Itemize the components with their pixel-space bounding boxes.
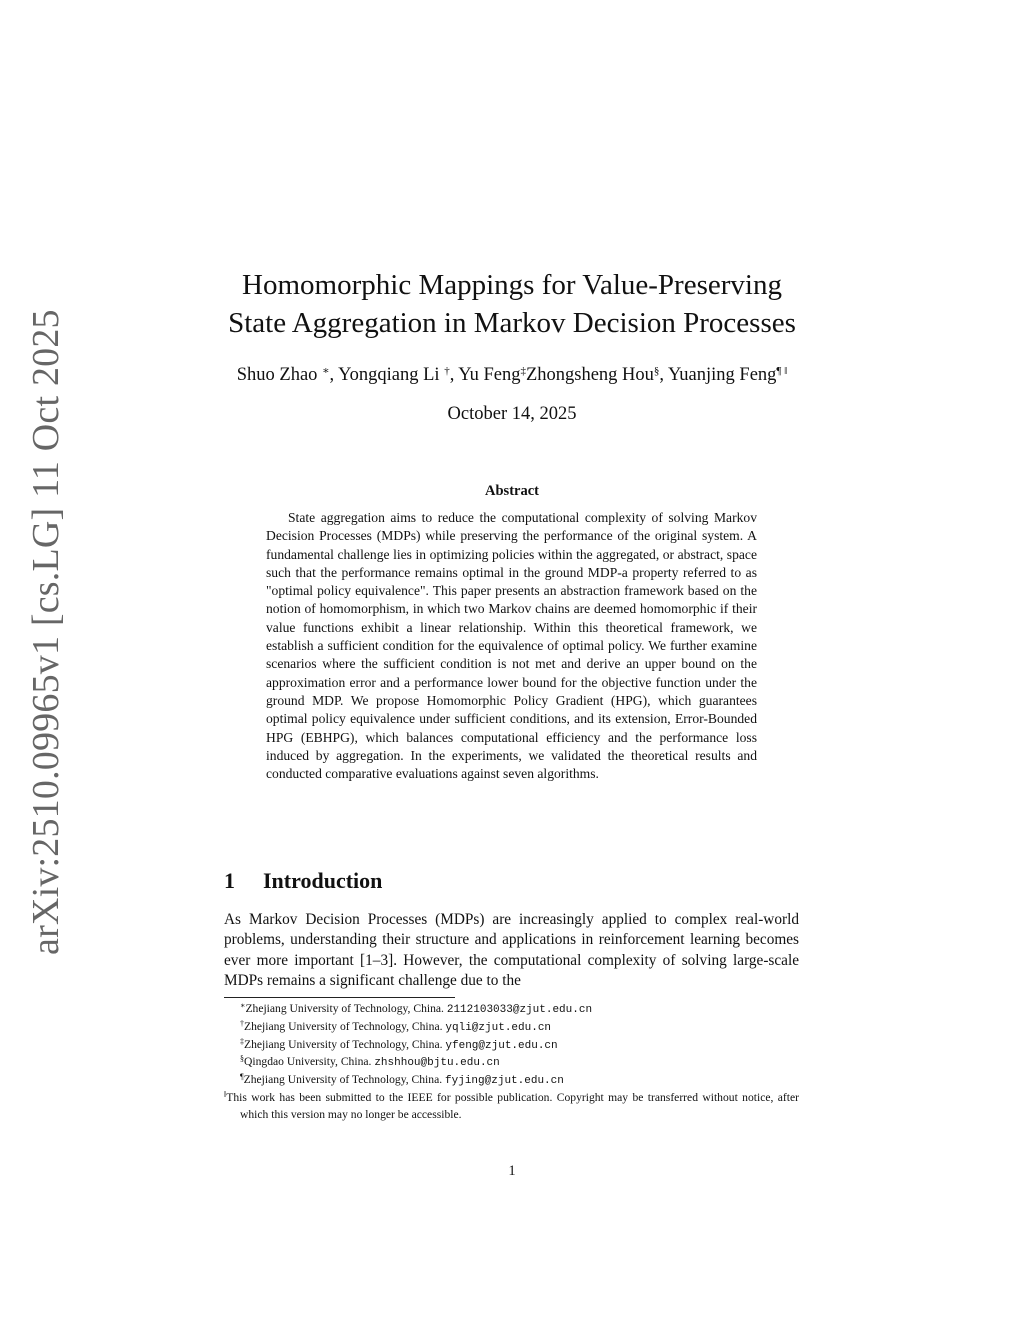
section-heading-introduction (224, 866, 824, 896)
author-name: Zhongsheng Hou (525, 365, 654, 385)
footnote-email: yfeng@zjut.edu.cn (445, 1039, 558, 1052)
footnote-affiliation (224, 1019, 799, 1037)
footnote-divider (224, 997, 455, 998)
footnote-text: Zhejiang University of Technology, China. (243, 1073, 443, 1087)
footnote-affiliation (224, 1037, 799, 1055)
footnote-email: fyjing@zjut.edu.cn (445, 1075, 564, 1088)
author-footnote-mark: † (444, 365, 450, 377)
paper-title (150, 266, 874, 342)
abstract-heading: Abstract (485, 483, 539, 499)
publication-date: October 14, 2025 (447, 404, 577, 424)
footnote-mark: ‖ (224, 1089, 227, 1099)
footnote-affiliation (224, 1001, 799, 1019)
author-name: Yongqiang Li (338, 365, 440, 385)
author-name: Shuo Zhao (236, 365, 318, 385)
footnote-text: Zhejiang University of Technology, China. (244, 1037, 443, 1051)
footnotes (224, 1001, 799, 1124)
footnote-text: This work has been submitted to the IEEE for possible publication. Copyright may be transferred without notice, after which this version may no longer be accessible. (226, 1090, 799, 1121)
footnote-email: yqli@zjut.edu.cn (445, 1021, 552, 1034)
author-name: Yu Feng (458, 365, 521, 385)
introduction-paragraph: As Markov Decision Processes (MDPs) are increasingly applied to complex real-world problems, understanding their structure and applications in reinforcement learning becomes ever more important [1–3]. However, the computational complexity of solving large-scale MDPs remains a significant challenge due to the (224, 911, 799, 989)
paper-title-line-1: Homomorphic Mappings for Value-Preserving (242, 269, 782, 301)
footnote-email: 2112103033@zjut.edu.cn (446, 1004, 593, 1016)
page-number: 1 (508, 1163, 516, 1179)
author-name: Yuanjing Feng (667, 365, 777, 385)
footnote-text: Zhejiang University of Technology, China. (244, 1019, 443, 1033)
footnote-email: zhshhou@bjtu.edu.cn (374, 1057, 500, 1070)
section-title: Introduction (263, 868, 383, 893)
footnote-mark: † (240, 1018, 244, 1028)
abstract-text: State aggregation aims to reduce the computational complexity of solving Markov Decision Processes (MDPs) while preserving the performance of the original system. A fundamental challenge lies in optimizing policies within the aggregated, or abstract, space such that the performance remains optimal in the ground MDP-a property referred to as "optimal policy equivalence". This paper presents an abstraction framework based on the notion of homomorphism, in which two Markov chains are deemed homomorphic if their value functions exhibit a linear relationship. Within this theoretical framework, we establish a sufficient condition for the equivalence of optimal policy. We further examine scenarios where the sufficient condition is not met and derive an upper bound on the approximation error and a performance lower bound for the objective function under the ground MDP. We propose Homomorphic Policy Gradient (HPG), which guarantees optimal policy equivalence under sufficient conditions, and its extension, Error-Bounded HPG (EBHPG), which balances computational efficiency and the performance loss induced by aggregation. In the experiments, we validated the theoretical results and conducted comparative evaluations against seven algorithms. (266, 510, 757, 782)
author-footnote-mark: ∗ (322, 365, 330, 377)
section-number: 1 (224, 868, 235, 893)
footnote-text: Qingdao University, China. (244, 1055, 372, 1069)
footnote-mark: § (240, 1054, 244, 1064)
author-list: Shuo Zhao ∗, Yongqiang Li †, Yu Feng‡Zhongsheng Hou§, Yuanjing Feng¶ ‖ (236, 365, 788, 385)
author-footnote-mark: ‡ (520, 365, 526, 377)
footnote-mark: ¶ (240, 1072, 244, 1082)
footnote-affiliation (224, 1054, 799, 1072)
author-footnote-mark: ¶ ‖ (776, 365, 788, 377)
paper-title-line-2: State Aggregation in Markov Decision Processes (228, 307, 796, 339)
footnote-affiliation (224, 1072, 799, 1090)
arxiv-sidebar-stamp: arXiv:2510.09965v1 [cs.LG] 11 Oct 2025 (25, 309, 67, 955)
author-footnote-mark: § (653, 365, 660, 377)
footnote-mark: ‡ (240, 1036, 244, 1046)
footnote-mark: ∗ (240, 1001, 246, 1010)
footnote-text: Zhejiang University of Technology, China. (245, 1002, 444, 1015)
footnote-ieee-notice (224, 1090, 799, 1124)
